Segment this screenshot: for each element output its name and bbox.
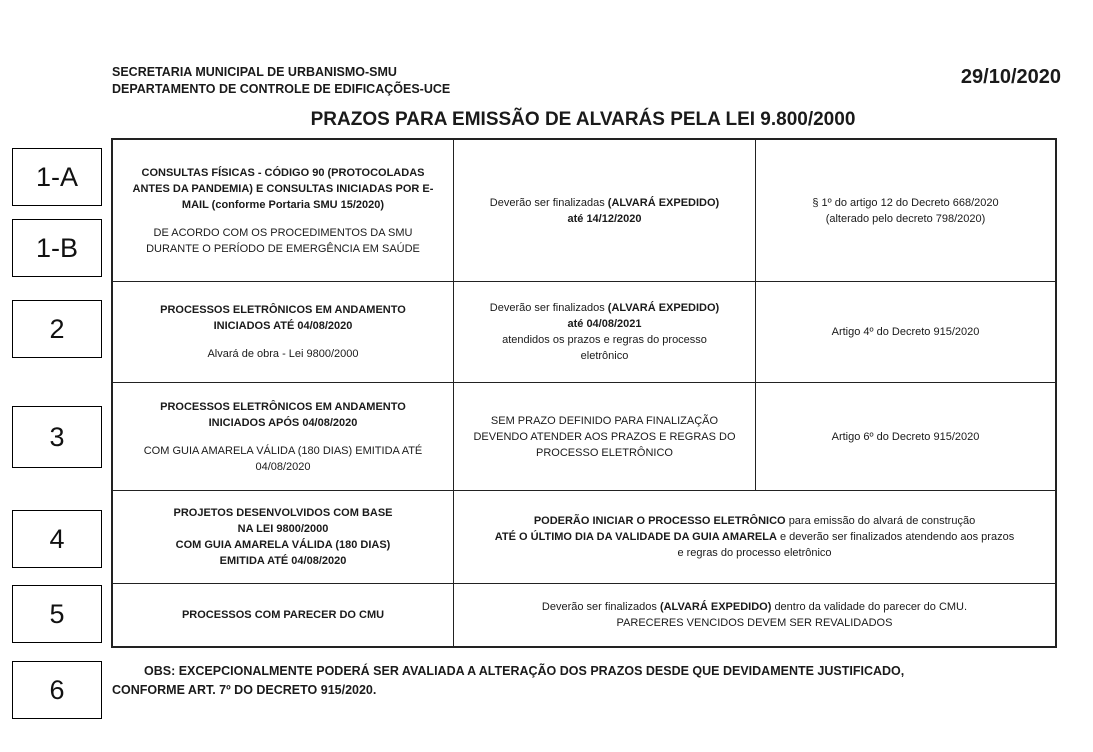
row1-cat-line1: CONSULTAS FÍSICAS - CÓDIGO 90 (PROTOCOLADAS (141, 166, 425, 179)
row1-cat-line5: DURANTE O PERÍODO DE EMERGÊNCIA EM SAÚDE (146, 242, 420, 255)
row2-deadline-line2: até 04/08/2021 (567, 318, 642, 330)
row5-deadline-line2: PARECERES VENCIDOS DEVEM SER REVALIDADOS (616, 617, 893, 629)
row3-deadline-cell (454, 383, 756, 490)
table-row (113, 583, 1055, 646)
row1-deadline-cell (454, 140, 756, 281)
department-line-1: SECRETARIA MUNICIPAL DE URBANISMO-SMU (112, 65, 397, 79)
row5-category-cell (113, 584, 454, 646)
row1-cat-line3: MAIL (conforme Portaria SMU 15/2020) (181, 198, 385, 211)
row2-deadline-line3: atendidos os prazos e regras do processo (502, 334, 707, 346)
row1-legal-line2: (alterado pelo decreto 798/2020) (825, 212, 986, 225)
row3-cat-line1: PROCESSOS ELETRÔNICOS EM ANDAMENTO (160, 400, 406, 413)
row1-legal-line1: § 1º do artigo 12 do Decreto 668/2020 (812, 196, 999, 209)
document-date: 29/10/2020 (960, 66, 1061, 88)
row2-cat-line2: INICIADOS ATÉ 04/08/2020 (213, 320, 353, 332)
row2-cat-line3: Alvará de obra - Lei 9800/2000 (207, 348, 359, 360)
department-line-2: DEPARTAMENTO DE CONTROLE DE EDIFICAÇÕES-UCE (112, 82, 451, 96)
row3-cat-line3: COM GUIA AMARELA VÁLIDA (180 DIAS) EMITIDA ATÉ (143, 444, 423, 457)
obs-line1: OBS: EXCEPCIONALMENTE PODERÁ SER AVALIADA A ALTERAÇÃO DOS PRAZOS DESDE QUE DEVIDAMENTE JUSTIFICADO, (144, 664, 905, 678)
row1-deadline-line2: até 14/12/2020 (567, 212, 642, 225)
row3-deadline-line3: PROCESSO ELETRÔNICO (536, 446, 673, 459)
row4-cat-line2: NA LEI 9800/2000 (237, 523, 329, 535)
label-box-1b: 1-B (12, 219, 102, 277)
row4-deadline-cell (454, 491, 1055, 583)
label-box-5: 5 (12, 585, 102, 643)
row3-legal-basis-cell (756, 383, 1055, 490)
row1-legal-basis-cell (756, 140, 1055, 281)
row2-category-cell (113, 282, 454, 382)
label-box-6: 6 (12, 661, 102, 719)
label-box-1a: 1-A (12, 148, 102, 206)
row5-deadline-cell (454, 584, 1055, 646)
row2-legal-line1: Artigo 4º do Decreto 915/2020 (831, 326, 980, 338)
row5-cat-line1: PROCESSOS COM PARECER DO CMU (181, 609, 385, 621)
row3-legal-line1: Artigo 6º do Decreto 915/2020 (831, 430, 980, 443)
row3-deadline-line2: DEVENDO ATENDER AOS PRAZOS E REGRAS DO (473, 430, 736, 443)
table-row (113, 382, 1055, 490)
table-row (113, 281, 1055, 382)
table-row (113, 490, 1055, 583)
label-box-4: 4 (12, 510, 102, 568)
row5-deadline-line1: Deverão ser finalizados (ALVARÁ EXPEDIDO) dentro da validade do parecer do CMU. (541, 601, 968, 613)
row4-deadline-line1: PODERÃO INICIAR O PROCESSO ELETRÔNICO para emissão do alvará de construção (533, 515, 976, 527)
row2-deadline-line4: eletrônico (580, 350, 629, 362)
row1-deadline-line1: Deverão ser finalizadas (ALVARÁ EXPEDIDO) (489, 196, 720, 209)
row1-cat-line2: ANTES DA PANDEMIA) E CONSULTAS INICIADAS POR E- (132, 182, 434, 195)
label-box-2: 2 (12, 300, 102, 358)
deadlines-table (111, 138, 1057, 648)
row2-legal-basis-cell (756, 282, 1055, 382)
row1-cat-line4: DE ACORDO COM OS PROCEDIMENTOS DA SMU (153, 226, 413, 239)
row2-deadline-line1: Deverão ser finalizados (ALVARÁ EXPEDIDO) (489, 302, 720, 314)
row3-deadline-line1: SEM PRAZO DEFINIDO PARA FINALIZAÇÃO (490, 414, 719, 427)
obs-line2: CONFORME ART. 7º DO DECRETO 915/2020. (112, 683, 377, 697)
label-box-3: 3 (12, 406, 102, 468)
page-title: PRAZOS PARA EMISSÃO DE ALVARÁS PELA LEI 9.800/2000 (310, 109, 856, 130)
row2-deadline-cell (454, 282, 756, 382)
row2-cat-line1: PROCESSOS ELETRÔNICOS EM ANDAMENTO (160, 304, 406, 316)
row3-cat-line2: INICIADOS APÓS 04/08/2020 (208, 416, 358, 429)
row4-cat-line3: COM GUIA AMARELA VÁLIDA (180 DIAS) (175, 539, 391, 551)
row3-cat-line4: 04/08/2020 (255, 460, 311, 473)
observation-note (112, 662, 1052, 700)
row4-cat-line1: PROJETOS DESENVOLVIDOS COM BASE (173, 507, 393, 519)
table-row (113, 140, 1055, 281)
row4-category-cell (113, 491, 454, 583)
row4-deadline-line3: e regras do processo eletrônico (677, 547, 832, 559)
row3-category-cell (113, 383, 454, 490)
row1-category-cell (113, 140, 454, 281)
row4-cat-line4: EMITIDA ATÉ 04/08/2020 (219, 555, 347, 567)
row4-deadline-line2: ATÉ O ÚLTIMO DIA DA VALIDADE DA GUIA AMARELA e deverão ser finalizados atendendo aos prazos (494, 531, 1015, 543)
